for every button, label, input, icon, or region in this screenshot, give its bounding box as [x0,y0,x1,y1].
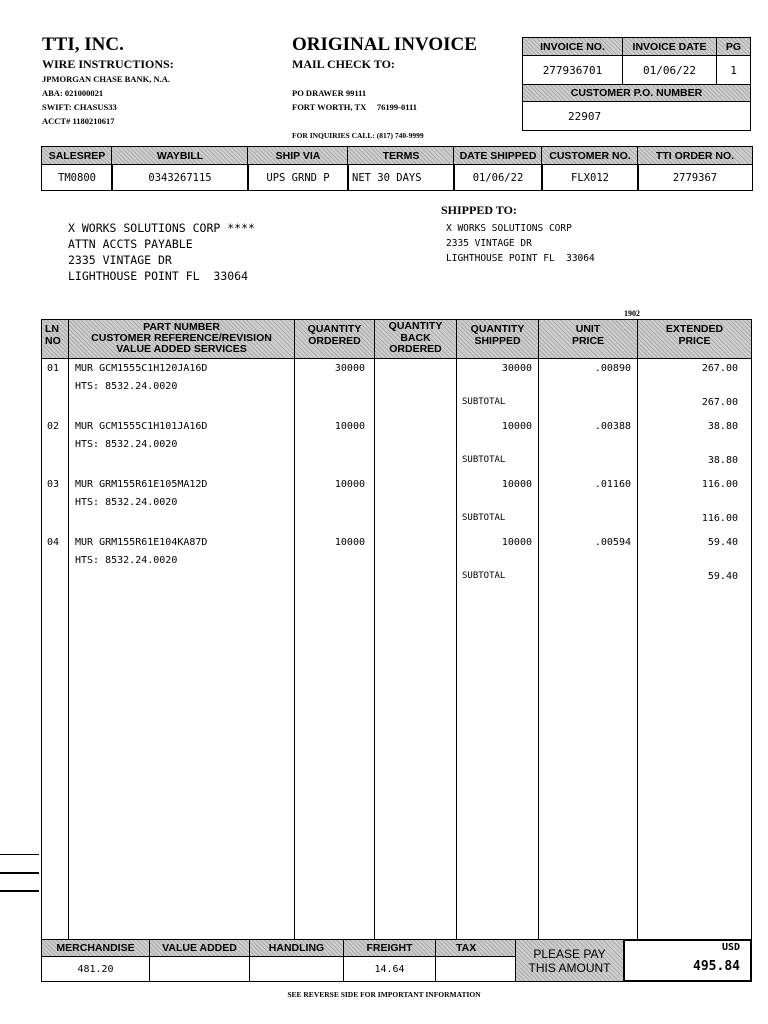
fold-mark [0,872,39,874]
value-added-label: VALUE ADDED [149,939,250,957]
col-header-qty-shipped: QUANTITY SHIPPED [470,323,525,347]
ship-to-line1: X WORKS SOLUTIONS CORP [446,223,572,234]
info-header-salesrep: SALESREP [41,146,113,165]
info-header-customer-no: CUSTOMER NO. [541,146,639,165]
merchandise-label: MERCHANDISE [41,939,150,957]
bill-to-line4: LIGHTHOUSE POINT FL 33064 [68,269,249,283]
col-divider [538,319,539,940]
col-header-qty-back: QUANTITY BACK ORDERED [388,320,443,355]
po-drawer: PO DRAWER 99111 [292,88,367,98]
hts-code: HTS: 8532.24.0020 [75,439,178,450]
value-added-amount [149,956,250,982]
tax-amount [435,956,516,982]
subtotal-amount: 116.00 [701,513,738,524]
info-header-ship-via: SHIP VIA [247,146,349,165]
fold-mark [0,854,39,855]
info-value-salesrep: TM0800 [41,164,113,191]
extended-price: 116.00 [701,479,738,490]
col-divider [294,319,295,940]
invoice-number: 277936701 [522,55,623,85]
invoice-date: 01/06/22 [622,55,717,85]
subtotal-amount: 59.40 [707,571,738,582]
part-number: MUR GCM1555C1H120JA16D [75,363,208,374]
qty-shipped: 10000 [501,537,532,548]
ship-to-line2: 2335 VINTAGE DR [446,238,532,249]
extended-price: 267.00 [701,363,738,374]
amount-due: 495.84 [693,959,740,974]
subtotal-label: SUBTOTAL [462,455,506,465]
part-number: MUR GRM155R61E105MA12D [75,479,208,490]
hts-code: HTS: 8532.24.0020 [75,381,178,392]
col-divider [68,319,69,940]
reference-code: 1902 [624,309,640,318]
info-value-customer-no: FLX012 [541,164,639,191]
handling-amount [249,956,344,982]
line-number: 03 [47,479,60,490]
unit-price: .00388 [594,421,631,432]
freight-label: FREIGHT [343,939,436,957]
mail-city: FORT WORTH, TX 76199-0111 [292,102,418,112]
extended-price: 38.80 [707,421,738,432]
fold-mark [0,890,39,892]
info-value-waybill: 0343267115 [111,164,249,191]
subtotal-amount: 267.00 [701,397,738,408]
page-number: 1 [716,55,751,85]
subtotal-label: SUBTOTAL [462,571,506,581]
col-divider [374,319,375,940]
handling-label: HANDLING [249,939,344,957]
col-header-qty-ordered: QUANTITY ORDERED [307,323,362,347]
col-header-ext-price: EXTENDED PRICE [665,323,724,347]
items-table-frame [41,319,752,940]
qty-shipped: 10000 [501,479,532,490]
bill-to-line1: X WORKS SOLUTIONS CORP **** [68,221,255,235]
swift-code: SWIFT: CHASUS33 [42,102,117,112]
inquiries-phone: FOR INQUIRIES CALL: (817) 740-9999 [292,131,424,140]
mail-check-to: MAIL CHECK TO: [292,57,395,71]
info-value-date-shipped: 01/06/22 [453,164,543,191]
bill-to-line3: 2335 VINTAGE DR [68,253,172,267]
extended-price: 59.40 [707,537,738,548]
items-header-divider [41,358,752,359]
invoice-date-label: INVOICE DATE [622,37,717,56]
col-header-unit-price: UNIT PRICE [571,323,605,347]
unit-price: .00890 [594,363,631,374]
info-value-tti-order-no: 2779367 [637,164,753,191]
customer-po-label: CUSTOMER P.O. NUMBER [522,84,751,102]
ship-to-label: SHIPPED TO: [441,203,517,217]
account-number: ACCT# 1180210617 [42,116,115,126]
qty-ordered: 10000 [334,479,365,490]
pg-label: PG [716,37,751,56]
freight-amount: 14.64 [343,956,436,982]
info-value-ship-via: UPS GRND P [247,164,349,191]
ship-to-line3: LIGHTHOUSE POINT FL 33064 [446,253,595,264]
tax-label: TAX [435,939,516,957]
info-header-waybill: WAYBILL [111,146,249,165]
col-divider [637,319,638,940]
line-number: 04 [47,537,60,548]
subtotal-amount: 38.80 [707,455,738,466]
subtotal-label: SUBTOTAL [462,397,506,407]
col-divider [456,319,457,940]
qty-shipped: 10000 [501,421,532,432]
unit-price: .01160 [594,479,631,490]
invoice-no-label: INVOICE NO. [522,37,623,56]
wire-instructions-title: WIRE INSTRUCTIONS: [42,57,174,71]
qty-ordered: 30000 [334,363,365,374]
footer-note: SEE REVERSE SIDE FOR IMPORTANT INFORMATION [287,990,481,999]
line-number: 02 [47,421,60,432]
unit-price: .00594 [594,537,631,548]
aba-number: ABA: 021000021 [42,88,104,98]
col-header-part: PART NUMBER CUSTOMER REFERENCE/REVISION VALUE ADDED SERVICES [91,321,272,355]
info-header-terms: TERMS [347,146,455,165]
qty-shipped: 30000 [501,363,532,374]
qty-ordered: 10000 [334,537,365,548]
part-number: MUR GRM155R61E104KA87D [75,537,208,548]
hts-code: HTS: 8532.24.0020 [75,497,178,508]
customer-po-number: 22907 [568,110,602,123]
part-number: MUR GCM1555C1H101JA16D [75,421,208,432]
company-name: TTI, INC. [42,34,124,55]
bill-to-line2: ATTN ACCTS PAYABLE [68,237,193,251]
subtotal-label: SUBTOTAL [462,513,506,523]
info-value-terms: NET 30 DAYS [347,164,455,191]
line-number: 01 [47,363,60,374]
bank-name: JPMORGAN CHASE BANK, N.A. [42,74,170,84]
hts-code: HTS: 8532.24.0020 [75,555,178,566]
invoice-heading: ORIGINAL INVOICE [292,34,477,55]
info-header-tti-order-no: TTI ORDER NO. [637,146,753,165]
customer-po-box [522,101,751,131]
info-header-date-shipped: DATE SHIPPED [453,146,543,165]
qty-ordered: 10000 [334,421,365,432]
col-header-ln: LN NO [45,323,61,347]
merchandise-amount: 481.20 [41,956,150,982]
please-pay-label: PLEASE PAY THIS AMOUNT [515,939,624,982]
currency-code: USD [721,942,740,953]
